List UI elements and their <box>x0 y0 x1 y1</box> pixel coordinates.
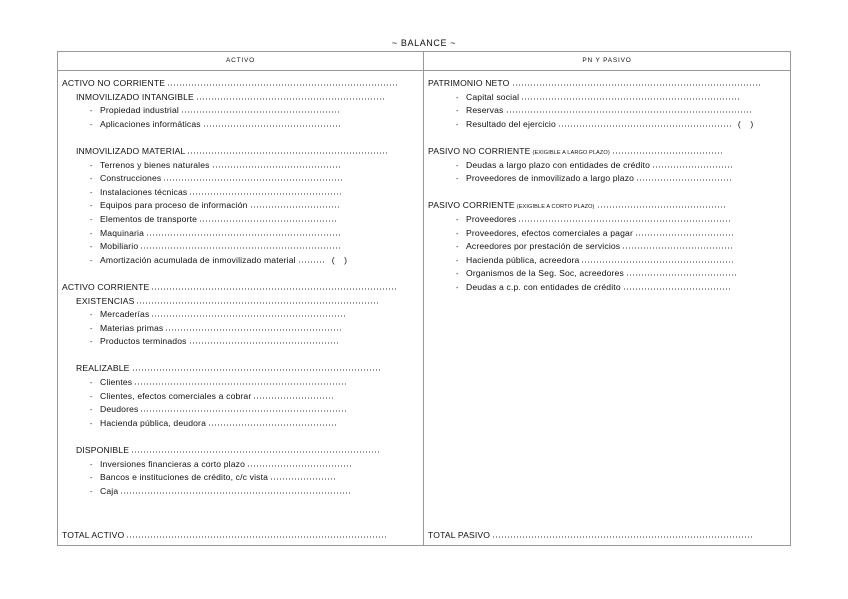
account-label: Capital social <box>466 91 520 102</box>
account-item <box>58 322 423 336</box>
dot-leader <box>492 530 754 538</box>
account-group-heading <box>58 362 423 376</box>
dash-bullet-icon: - <box>456 108 459 116</box>
dash-bullet-icon: - <box>90 257 93 265</box>
account-item <box>58 213 423 227</box>
account-label: Resultado del ejercicio <box>466 118 556 129</box>
dot-leader <box>132 363 380 371</box>
dot-leader <box>623 282 731 290</box>
dash-bullet-icon: - <box>456 162 459 170</box>
account-label: Mercaderías <box>100 309 150 320</box>
account-label: Propiedad industrial <box>100 105 179 116</box>
dot-leader <box>247 459 351 467</box>
dash-bullet-icon: - <box>90 108 93 116</box>
account-label: Inversiones financieras a corto plazo <box>100 458 246 469</box>
dash-bullet-icon: - <box>90 176 93 184</box>
account-label: Hacienda pública, acreedora <box>466 254 580 265</box>
dash-bullet-icon: - <box>456 121 459 129</box>
account-item <box>58 240 423 254</box>
account-label: PASIVO NO CORRIENTE <box>428 145 531 156</box>
dot-leader <box>208 418 338 426</box>
dash-bullet-icon: - <box>456 230 459 238</box>
account-note: (EXIGIBLE A LARGO PLAZO) <box>532 149 610 156</box>
spacer <box>58 267 423 281</box>
account-item <box>58 254 423 268</box>
dot-leader <box>140 404 346 412</box>
account-label: REALIZABLE <box>76 363 130 374</box>
spacer <box>424 186 790 200</box>
account-item <box>424 172 790 186</box>
spacer <box>424 131 790 145</box>
account-label: Productos terminados <box>100 336 187 347</box>
account-group-heading <box>58 444 423 458</box>
pasivo-column <box>424 52 790 545</box>
account-label: Clientes <box>100 377 133 388</box>
dash-bullet-icon: - <box>90 312 93 320</box>
account-item <box>424 240 790 254</box>
dot-leader <box>134 377 346 385</box>
account-label: Organismos de la Seg. Soc, acreedores <box>466 268 624 279</box>
dot-leader <box>558 119 732 127</box>
dot-leader <box>635 228 735 236</box>
dash-bullet-icon: - <box>90 189 93 197</box>
account-item <box>424 104 790 118</box>
balance-title: ~ BALANCE ~ <box>391 38 457 48</box>
dot-leader <box>187 146 387 154</box>
dot-leader <box>626 268 738 276</box>
dot-leader <box>581 255 735 263</box>
dot-leader <box>652 160 734 168</box>
account-label: Materias primas <box>100 322 164 333</box>
dot-leader <box>167 78 397 86</box>
account-group-heading <box>58 295 423 309</box>
dot-leader <box>163 173 343 181</box>
dash-bullet-icon: - <box>90 380 93 388</box>
dash-bullet-icon: - <box>90 407 93 415</box>
dash-bullet-icon: - <box>90 203 93 211</box>
account-group-heading <box>58 77 423 91</box>
account-label: PATRIMONIO NETO <box>428 78 510 88</box>
account-label: EXISTENCIAS <box>76 295 135 306</box>
dash-bullet-icon: - <box>90 339 93 347</box>
activo-column <box>58 52 424 545</box>
account-label: PASIVO CORRIENTE <box>428 200 515 211</box>
account-item <box>58 118 423 132</box>
account-label: Amortización acumulada de inmovilizado material <box>100 254 296 265</box>
activo-header: ACTIVO <box>58 52 423 71</box>
pasivo-list <box>424 71 790 295</box>
balance-table <box>57 51 791 546</box>
dash-bullet-icon: - <box>90 488 93 496</box>
dot-leader <box>636 173 732 181</box>
account-item <box>58 485 423 499</box>
dash-bullet-icon: - <box>456 216 459 224</box>
dash-bullet-icon: - <box>90 244 93 252</box>
account-label: INMOVILIZADO INTANGIBLE <box>76 91 194 102</box>
dash-bullet-icon: - <box>90 230 93 238</box>
dot-leader <box>126 530 388 538</box>
dot-leader <box>622 241 734 249</box>
account-label: Deudas a c.p. con entidades de crédito <box>466 281 621 292</box>
spacer <box>58 349 423 363</box>
account-group-heading <box>424 77 790 91</box>
dot-leader <box>165 323 341 331</box>
amount-parenthesis: ( ) <box>331 254 348 265</box>
dot-leader <box>298 255 326 263</box>
account-item <box>58 390 423 404</box>
dash-bullet-icon: - <box>90 461 93 469</box>
dash-bullet-icon: - <box>90 325 93 333</box>
dot-leader <box>151 309 345 317</box>
total-activo-row <box>62 529 388 542</box>
account-label: ACTIVO NO CORRIENTE <box>62 78 166 88</box>
account-label: Elementos de transporte <box>100 213 198 224</box>
account-label: Reservas <box>466 105 504 116</box>
account-label: DISPONIBLE <box>76 445 130 456</box>
dash-bullet-icon: - <box>90 420 93 428</box>
dot-leader <box>597 200 727 208</box>
account-item <box>58 186 423 200</box>
dot-leader <box>506 105 752 113</box>
account-group-heading <box>58 281 423 295</box>
account-item <box>424 267 790 281</box>
account-item <box>58 458 423 472</box>
dot-leader <box>512 78 762 86</box>
account-item <box>424 227 790 241</box>
spacer <box>58 430 423 444</box>
dot-leader <box>181 105 341 113</box>
account-label: Hacienda pública, deudora <box>100 417 206 428</box>
dash-bullet-icon: - <box>456 176 459 184</box>
account-item <box>58 227 423 241</box>
dash-bullet-icon: - <box>90 162 93 170</box>
dot-leader <box>212 160 340 168</box>
account-label: Maquinaria <box>100 227 145 238</box>
dot-leader <box>518 214 730 222</box>
account-label: Acreedores por prestación de servicios <box>466 241 621 252</box>
account-item <box>424 159 790 173</box>
account-label: Proveedores <box>466 213 517 224</box>
account-label: Instalaciones técnicas <box>100 186 188 197</box>
account-item <box>58 172 423 186</box>
account-label: Clientes, efectos comerciales a cobrar <box>100 390 252 401</box>
total-pasivo-label: TOTAL PASIVO <box>428 530 491 540</box>
dot-leader <box>120 486 350 494</box>
dash-bullet-icon: - <box>90 121 93 129</box>
account-label: Mobiliario <box>100 241 139 252</box>
dot-leader <box>521 92 741 100</box>
account-label: Bancos e instituciones de crédito, c/c vista <box>100 472 269 483</box>
account-group-heading <box>424 145 790 159</box>
account-label: INMOVILIZADO MATERIAL <box>76 145 186 156</box>
dot-leader <box>270 472 336 480</box>
dash-bullet-icon: - <box>456 271 459 279</box>
account-group-heading <box>58 145 423 159</box>
dot-leader <box>131 445 381 453</box>
account-label: Terrenos y bienes naturales <box>100 159 210 170</box>
account-item <box>58 471 423 485</box>
account-item <box>424 281 790 295</box>
account-item <box>424 254 790 268</box>
account-item <box>424 91 790 105</box>
account-label: Deudores <box>100 404 139 415</box>
dot-leader <box>136 296 378 304</box>
spacer <box>58 131 423 145</box>
dash-bullet-icon: - <box>456 257 459 265</box>
account-item <box>58 308 423 322</box>
account-item <box>58 417 423 431</box>
account-label: Proveedores, efectos comerciales a pagar <box>466 227 633 238</box>
account-item <box>58 335 423 349</box>
total-pasivo-row <box>428 529 754 542</box>
account-label: Caja <box>100 485 119 496</box>
dot-leader <box>196 92 386 100</box>
dash-bullet-icon: - <box>90 393 93 401</box>
dot-leader <box>253 391 333 399</box>
dash-bullet-icon: - <box>456 244 459 252</box>
account-item <box>58 159 423 173</box>
account-label: Construcciones <box>100 173 162 184</box>
account-label: Equipos para proceso de información <box>100 200 248 211</box>
amount-parenthesis: ( ) <box>737 118 754 129</box>
dot-leader <box>199 214 337 222</box>
account-group-heading <box>424 199 790 213</box>
dash-bullet-icon: - <box>456 284 459 292</box>
dot-leader <box>189 187 343 195</box>
account-item <box>58 376 423 390</box>
account-label: ACTIVO CORRIENTE <box>62 281 150 292</box>
account-label: Proveedores de inmovilizado a largo plazo <box>466 173 635 184</box>
dot-leader <box>146 228 342 236</box>
account-label: Aplicaciones informáticas <box>100 118 201 129</box>
account-item <box>58 403 423 417</box>
dot-leader <box>189 336 339 344</box>
account-label: Deudas a largo plazo con entidades de crédito <box>466 159 650 170</box>
total-activo-label: TOTAL ACTIVO <box>62 530 125 540</box>
pasivo-header: PN Y PASIVO <box>424 52 790 71</box>
account-note: (EXIGIBLE A CORTO PLAZO) <box>516 204 595 211</box>
dash-bullet-icon: - <box>456 94 459 102</box>
account-item <box>424 213 790 227</box>
dash-bullet-icon: - <box>90 216 93 224</box>
account-group-heading <box>58 91 423 105</box>
activo-list <box>58 71 423 498</box>
dot-leader <box>203 119 341 127</box>
account-item <box>58 199 423 213</box>
account-item <box>58 104 423 118</box>
dot-leader <box>140 241 340 249</box>
dot-leader <box>250 200 340 208</box>
dash-bullet-icon: - <box>90 475 93 483</box>
account-item <box>424 118 790 132</box>
dot-leader <box>151 282 397 290</box>
dot-leader <box>612 146 724 154</box>
